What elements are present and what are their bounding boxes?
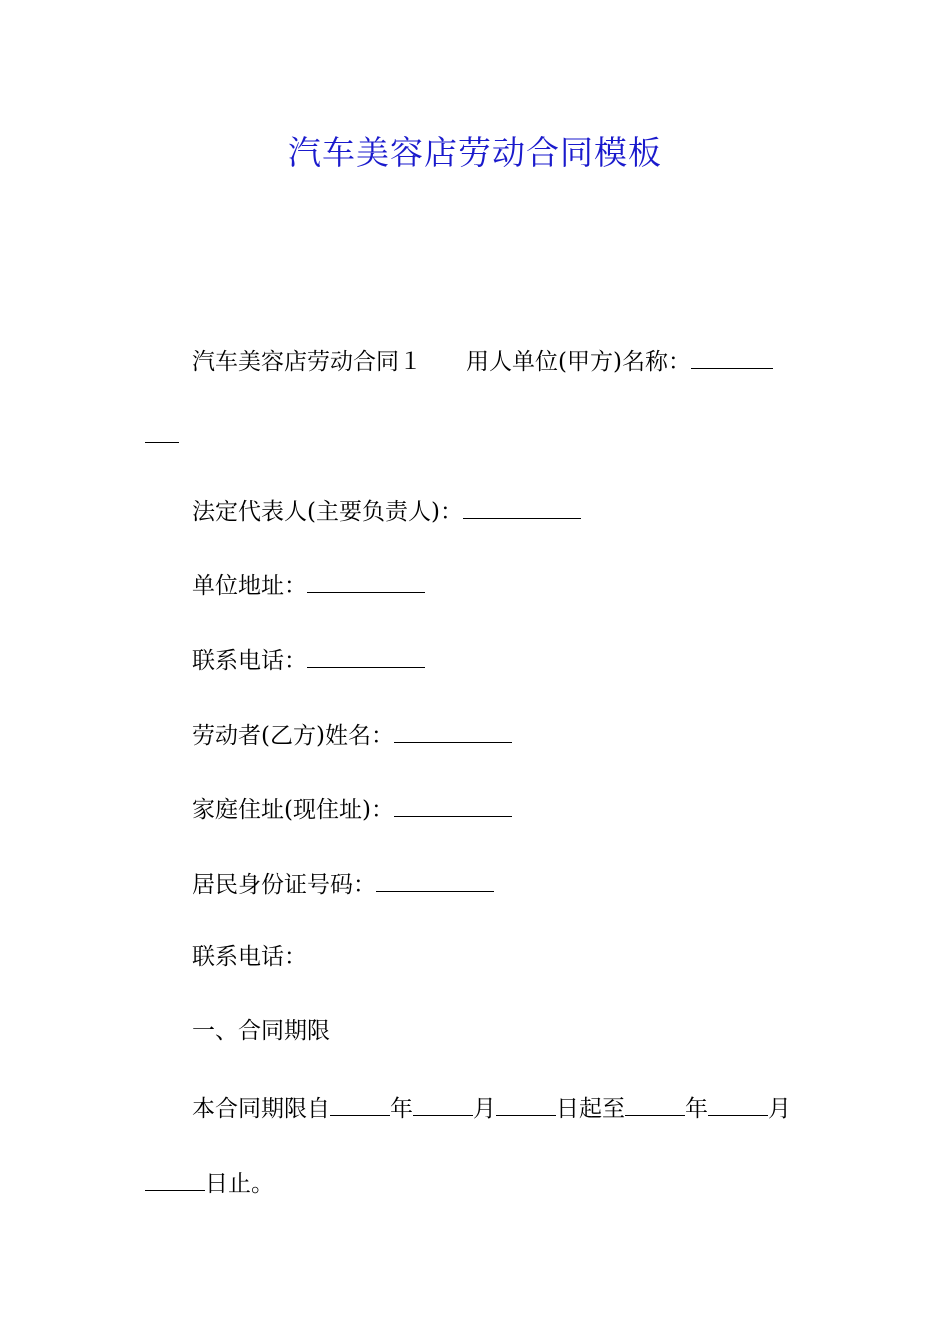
employer-name-blank [691,342,773,369]
worker-name-blank [394,716,512,743]
employer-name-label: 用人单位(甲方)名称： [466,349,691,375]
home-address-label: 家庭住址(现住址)： [192,797,394,823]
id-number-line [192,865,494,902]
end-month-blank [708,1089,768,1116]
start-month-unit: 月 [473,1096,496,1122]
end-year-unit: 年 [685,1096,708,1122]
section-one-heading [192,1014,330,1048]
legal-rep-label: 法定代表人(主要负责人)： [192,499,463,525]
end-year-blank [625,1089,685,1116]
legal-rep-blank [463,492,581,519]
worker-name-label: 劳动者(乙方)姓名： [192,723,394,749]
section-one-title: 一、合同期限 [192,1018,330,1044]
home-address-line [192,790,512,827]
worker-phone-line [192,940,307,974]
end-day-unit: 日止。 [205,1171,274,1197]
start-day-blank [496,1089,556,1116]
start-year-unit: 年 [390,1096,413,1122]
phone-label: 联系电话： [192,648,307,674]
start-month-blank [413,1089,473,1116]
term-prefix: 本合同期限自 [192,1096,330,1122]
id-number-label: 居民身份证号码： [192,872,376,898]
phone-blank [307,641,425,668]
address-blank [307,566,425,593]
term-line-continuation [145,1164,274,1201]
end-month-unit: 月 [768,1096,791,1122]
phone-line [192,641,425,678]
id-number-blank [376,865,494,892]
worker-name-line [192,716,512,753]
address-label: 单位地址： [192,573,307,599]
employer-name-continuation [145,416,179,453]
intro-heading: 汽车美容店劳动合同１ [192,349,422,375]
employer-name-blank-cont [145,416,179,443]
legal-rep-line [192,492,581,529]
document-title: 汽车美容店劳动合同模板 [288,133,662,172]
end-day-blank [145,1164,205,1191]
address-line [192,566,425,603]
start-day-to: 日起至 [556,1096,625,1122]
start-year-blank [330,1089,390,1116]
term-line [192,1089,791,1126]
intro-line [192,342,773,379]
worker-phone-label: 联系电话： [192,944,307,970]
home-address-blank [394,790,512,817]
